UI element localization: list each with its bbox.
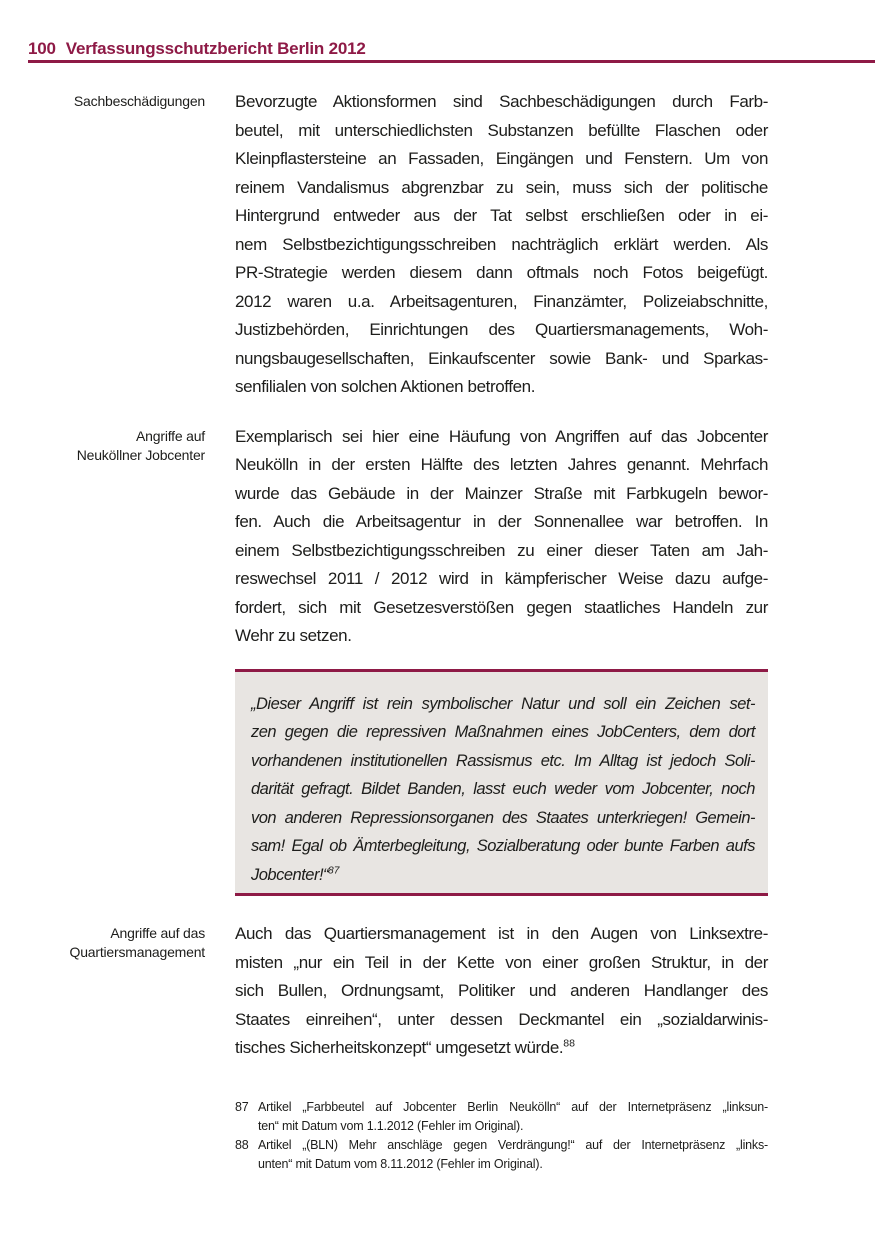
text-line: fordert, sich mit Gesetzesverstößen gegen staatliches Handeln zur bbox=[235, 597, 768, 617]
text-line: beutel, mit unterschiedlichsten Substanzen befüllte Flaschen oder bbox=[235, 120, 768, 140]
footnotes bbox=[0, 1098, 875, 1174]
body-paragraph-quartiersmanagement bbox=[235, 920, 768, 1063]
page-header bbox=[28, 39, 875, 58]
text-run: tisches Sicherheitskonzept“ umgesetzt würde. bbox=[235, 1038, 564, 1057]
text-line: nem Selbstbezichtigungsschreiben nachträglich erklärt werden. Als bbox=[235, 234, 768, 254]
footnote-number: 87 bbox=[235, 1099, 249, 1114]
page-content bbox=[0, 88, 875, 1174]
text-line: Wehr zu setzen. bbox=[235, 626, 352, 645]
text-line: „Dieser Angriff ist rein symbolischer Natur und soll ein Zeichen set- bbox=[251, 694, 755, 713]
text-line: wurde das Gebäude in der Mainzer Straße mit Farbkugeln bewor- bbox=[235, 483, 768, 503]
footnote-item-87 bbox=[235, 1098, 875, 1136]
footnote-ref: 88 bbox=[563, 1037, 575, 1050]
text-line: Bevorzugte Aktionsformen sind Sachbeschädigungen durch Farb- bbox=[235, 92, 768, 111]
text-line: Hintergrund entweder aus der Tat selbst erschließen oder in ei- bbox=[235, 206, 768, 225]
body-paragraph-angriffe-jobcenter bbox=[235, 423, 768, 651]
text-line: Angriffe auf bbox=[136, 427, 205, 444]
margin-label-sachbeschaedigungen bbox=[0, 88, 205, 111]
report-title: Verfassungsschutzbericht Berlin 2012 bbox=[65, 39, 366, 58]
text-line: Exemplarisch sei hier eine Häufung von Angriffen auf das Jobcenter bbox=[235, 426, 768, 446]
text-line: 2012 waren u.a. Arbeitsagenturen, Finanzämter, Polizeiabschnitte, bbox=[235, 291, 768, 311]
text-line: Artikel „Farbbeutel auf Jobcenter Berlin Neukölln“ auf der Internetpräsenz „linksun- bbox=[258, 1099, 768, 1114]
footnote-item-88 bbox=[235, 1136, 875, 1174]
footnote-ref: 87 bbox=[328, 865, 340, 876]
text-line: unten“ mit Datum vom 8.11.2012 (Fehler im Original). bbox=[258, 1156, 543, 1171]
text-line: Neuköllner Jobcenter bbox=[76, 446, 205, 463]
section-angriffe-jobcenter bbox=[0, 423, 875, 651]
text-line: Neukölln in der ersten Hälfte des letzten Jahres genannt. Mehrfach bbox=[235, 455, 768, 474]
text-line: Kleinpflastersteine an Fassaden, Eingängen und Fenstern. Um von bbox=[235, 149, 768, 168]
text-line: reswechsel 2011 / 2012 wird in kämpferischer Weise dazu aufge- bbox=[235, 569, 768, 588]
text-line: Auch das Quartiersmanagement ist in den Augen von Linksextre- bbox=[235, 924, 768, 943]
text-line: darität gefragt. Bildet Banden, lasst euch weder vom Jobcenter, noch bbox=[251, 780, 755, 798]
text-line: senfilialen von solchen Aktionen betroffen. bbox=[235, 377, 536, 396]
text-line: vorhandenen institutionellen Rassismus etc. Im Alltag ist jedoch Soli- bbox=[251, 751, 755, 770]
text-line: Quartiersmanagement bbox=[69, 944, 205, 960]
margin-label-quartiersmanagement bbox=[0, 920, 205, 962]
text-run: Jobcenter!“ bbox=[251, 865, 329, 884]
text-line: Angriffe auf das bbox=[110, 925, 205, 941]
text-line: einem Selbstbezichtigungsschreiben zu einer dieser Taten am Jah- bbox=[235, 540, 768, 560]
text-line: sich Bullen, Ordnungsamt, Politiker und anderen Handlanger des bbox=[235, 981, 768, 1000]
text-line: fen. Auch die Arbeitsagentur in der Sonnenallee war betroffen. In bbox=[235, 512, 768, 531]
text-line: nungsbaugesellschaften, Einkaufscenter sowie Bank- und Sparkas- bbox=[235, 348, 768, 368]
footnote-text bbox=[258, 1136, 768, 1174]
margin-label-empty bbox=[0, 669, 205, 673]
section-sachbeschaedigungen bbox=[0, 88, 875, 402]
body-paragraph-sachbeschaedigungen bbox=[235, 88, 768, 402]
text-line: Sachbeschädigungen bbox=[73, 93, 205, 109]
footnote-text bbox=[258, 1098, 768, 1136]
text-line: PR-Strategie werden diesem dann oftmals noch Fotos beigefügt. bbox=[235, 263, 768, 282]
text-line: von anderen Repressionsorganen des Staates unterkriegen! Gemein- bbox=[251, 808, 755, 827]
text-line: reinem Vandalismus abgrenzbar zu sein, muss sich der politische bbox=[235, 177, 768, 197]
page-number: 100 bbox=[28, 39, 56, 58]
text-line bbox=[251, 861, 755, 890]
header-rule bbox=[28, 60, 875, 63]
section-quote bbox=[0, 669, 875, 897]
margin-label-angriffe-jobcenter bbox=[0, 423, 205, 465]
quote-block bbox=[235, 669, 768, 897]
text-line: zen gegen die repressiven Maßnahmen eines JobCenters, dem dort bbox=[251, 723, 755, 741]
text-line: ten“ mit Datum vom 1.1.2012 (Fehler im Original). bbox=[258, 1118, 524, 1133]
text-line: misten „nur ein Teil in der Kette von einer großen Struktur, in der bbox=[235, 952, 768, 972]
text-line bbox=[235, 1034, 768, 1063]
text-line: Justizbehörden, Einrichtungen des Quartiersmanagements, Woh- bbox=[235, 320, 768, 339]
section-quartiersmanagement bbox=[0, 920, 875, 1063]
footnote-number: 88 bbox=[235, 1137, 249, 1152]
text-line: Artikel „(BLN) Mehr anschläge gegen Verdrängung!“ auf der Internetpräsenz „links- bbox=[258, 1137, 768, 1152]
text-line: sam! Egal ob Ämterbegleitung, Sozialberatung oder bunte Farben aufs bbox=[251, 837, 755, 855]
text-line: Staates einreihen“, unter dessen Deckmantel ein „sozialdarwinis- bbox=[235, 1009, 768, 1029]
